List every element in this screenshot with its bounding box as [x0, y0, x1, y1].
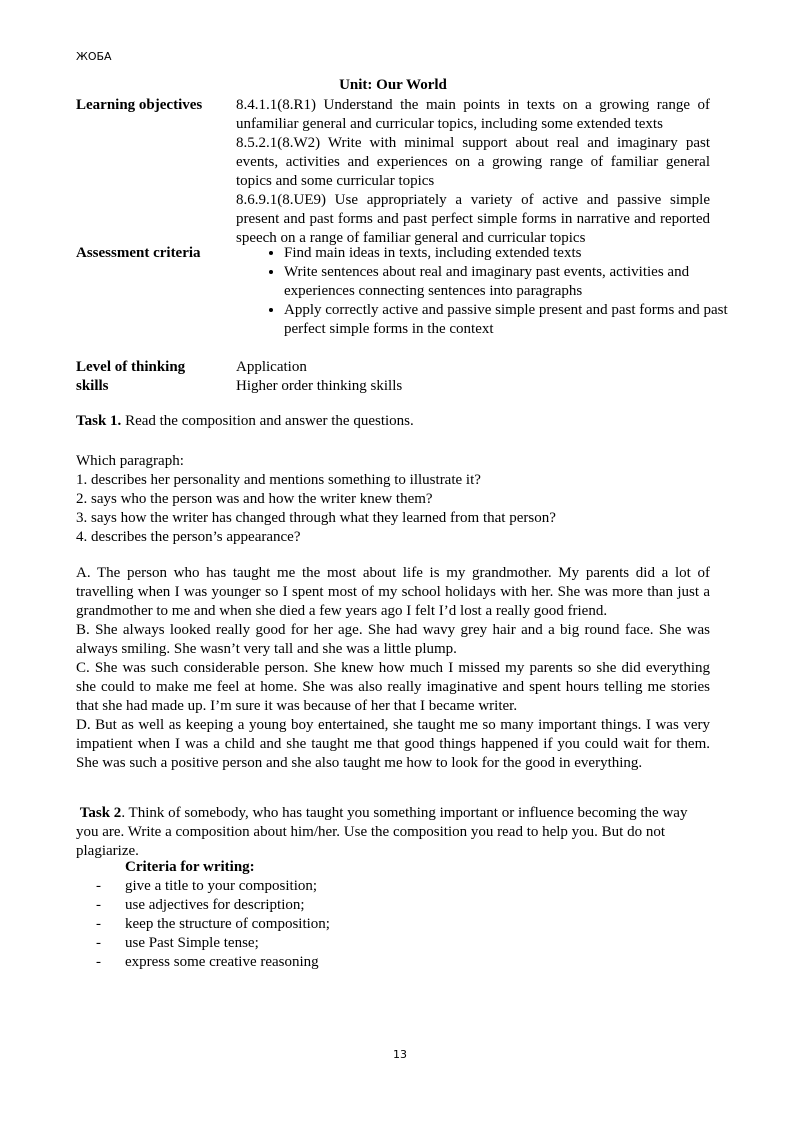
learning-objectives-label: Learning objectives	[76, 97, 203, 113]
thinking-skills-value	[236, 358, 402, 396]
task2-text: . Think of somebody, who has taught you something important or influence becoming the way you are. Write a composition about him/her. Use the composition you read to help you. But do not plagiarize.	[76, 805, 688, 859]
objective-item: 8.4.1.1(8.R1) Understand the main points in texts on a growing range of unfamiliar general and curricular topics, including some extended texts	[236, 97, 710, 132]
assessment-item: • Apply correctly active and passive simple present and past forms and past perfect simple forms in the context	[284, 301, 736, 339]
composition-text	[76, 564, 710, 773]
objective-item: 8.5.2.1(8.W2) Write with minimal support about real and imaginary past events, activities and experiences on a growing range of familiar general topics and some curricular topics	[236, 135, 710, 189]
questions-intro: Which paragraph:	[76, 453, 184, 469]
composition-paragraph: C. She was such considerable person. She knew how much I missed my parents so she did everything she could to make me feel at home. She was also really imaginative and spent hours telling me stories that she had made up. I’m sure it was because of her that I became writer.	[76, 660, 710, 714]
thinking-value-line2: Higher order thinking skills	[236, 378, 403, 394]
question-item: 2. says who the person was and how the writer knew them?	[76, 491, 433, 507]
writing-criteria-list	[96, 877, 330, 972]
question-item: 3. says how the writer has changed through what they learned from that person?	[76, 510, 556, 526]
header-label: ЖОБА	[76, 50, 112, 63]
composition-paragraph: A. The person who has taught me the most about life is my grandmother. My parents did a lot of travelling when I was younger so I spent most of my school holidays with her. She was more than just a grandmother to me and when she died a few years ago I felt I’d lost a really good friend.	[76, 565, 710, 619]
thinking-label-line1: Level of thinking	[76, 359, 186, 375]
objective-item: 8.6.9.1(8.UE9) Use appropriately a variety of active and passive simple present and past forms and past perfect simple forms in narrative and reported speech on a range of familiar general and curricular topics	[236, 192, 710, 246]
thinking-skills-label	[76, 358, 185, 396]
task1-questions	[76, 452, 556, 547]
question-item: 1. describes her personality and mentions something to illustrate it?	[76, 472, 481, 488]
question-item: 4. describes the person’s appearance?	[76, 529, 301, 545]
criteria-item-text: use adjectives for description;	[125, 897, 305, 913]
learning-objectives-content	[236, 96, 710, 248]
criteria-heading: Criteria for writing:	[125, 859, 255, 875]
task1-label: Task 1.	[76, 413, 122, 429]
composition-paragraph: B. She always looked really good for her age. She had wavy grey hair and a big round face. She was always smiling. She wasn’t very tall and she was a little plump.	[76, 622, 710, 657]
unit-title	[0, 77, 800, 94]
criteria-item-text: express some creative reasoning	[125, 954, 319, 970]
criteria-item-text: give a title to your composition;	[125, 878, 318, 894]
page-number: 13	[393, 1048, 407, 1061]
thinking-value-line1: Application	[236, 359, 307, 375]
criteria-item-text: keep the structure of composition;	[125, 916, 330, 932]
assessment-criteria-list	[258, 244, 736, 339]
criteria-item: - give a title to your composition;	[96, 878, 318, 894]
assessment-criteria-label: Assessment criteria	[76, 245, 201, 261]
assessment-item: • Write sentences about real and imaginary past events, activities and experiences connecting sentences into paragraphs	[284, 263, 736, 301]
criteria-item: - express some creative reasoning	[96, 954, 319, 970]
criteria-item: - keep the structure of composition;	[96, 916, 330, 932]
unit-title-text: Unit: Our World	[339, 77, 447, 93]
task2-label: Task 2	[79, 805, 122, 821]
criteria-item-text: use Past Simple tense;	[125, 935, 259, 951]
assessment-item: • Find main ideas in texts, including extended texts	[284, 244, 736, 263]
composition-paragraph: D. But as well as keeping a young boy entertained, she taught me so many important things. I was very impatient when I was a child and she taught me that good things happened if you could wait for them. She was such a positive person and she also taught me how to look for the good in everything.	[76, 717, 710, 771]
task1-instruction	[76, 413, 414, 430]
thinking-label-line2: skills	[76, 378, 109, 394]
task1-text: Read the composition and answer the questions.	[121, 413, 414, 429]
criteria-item: - use adjectives for description;	[96, 897, 305, 913]
criteria-item: - use Past Simple tense;	[96, 935, 259, 951]
task2-instruction	[76, 804, 710, 861]
